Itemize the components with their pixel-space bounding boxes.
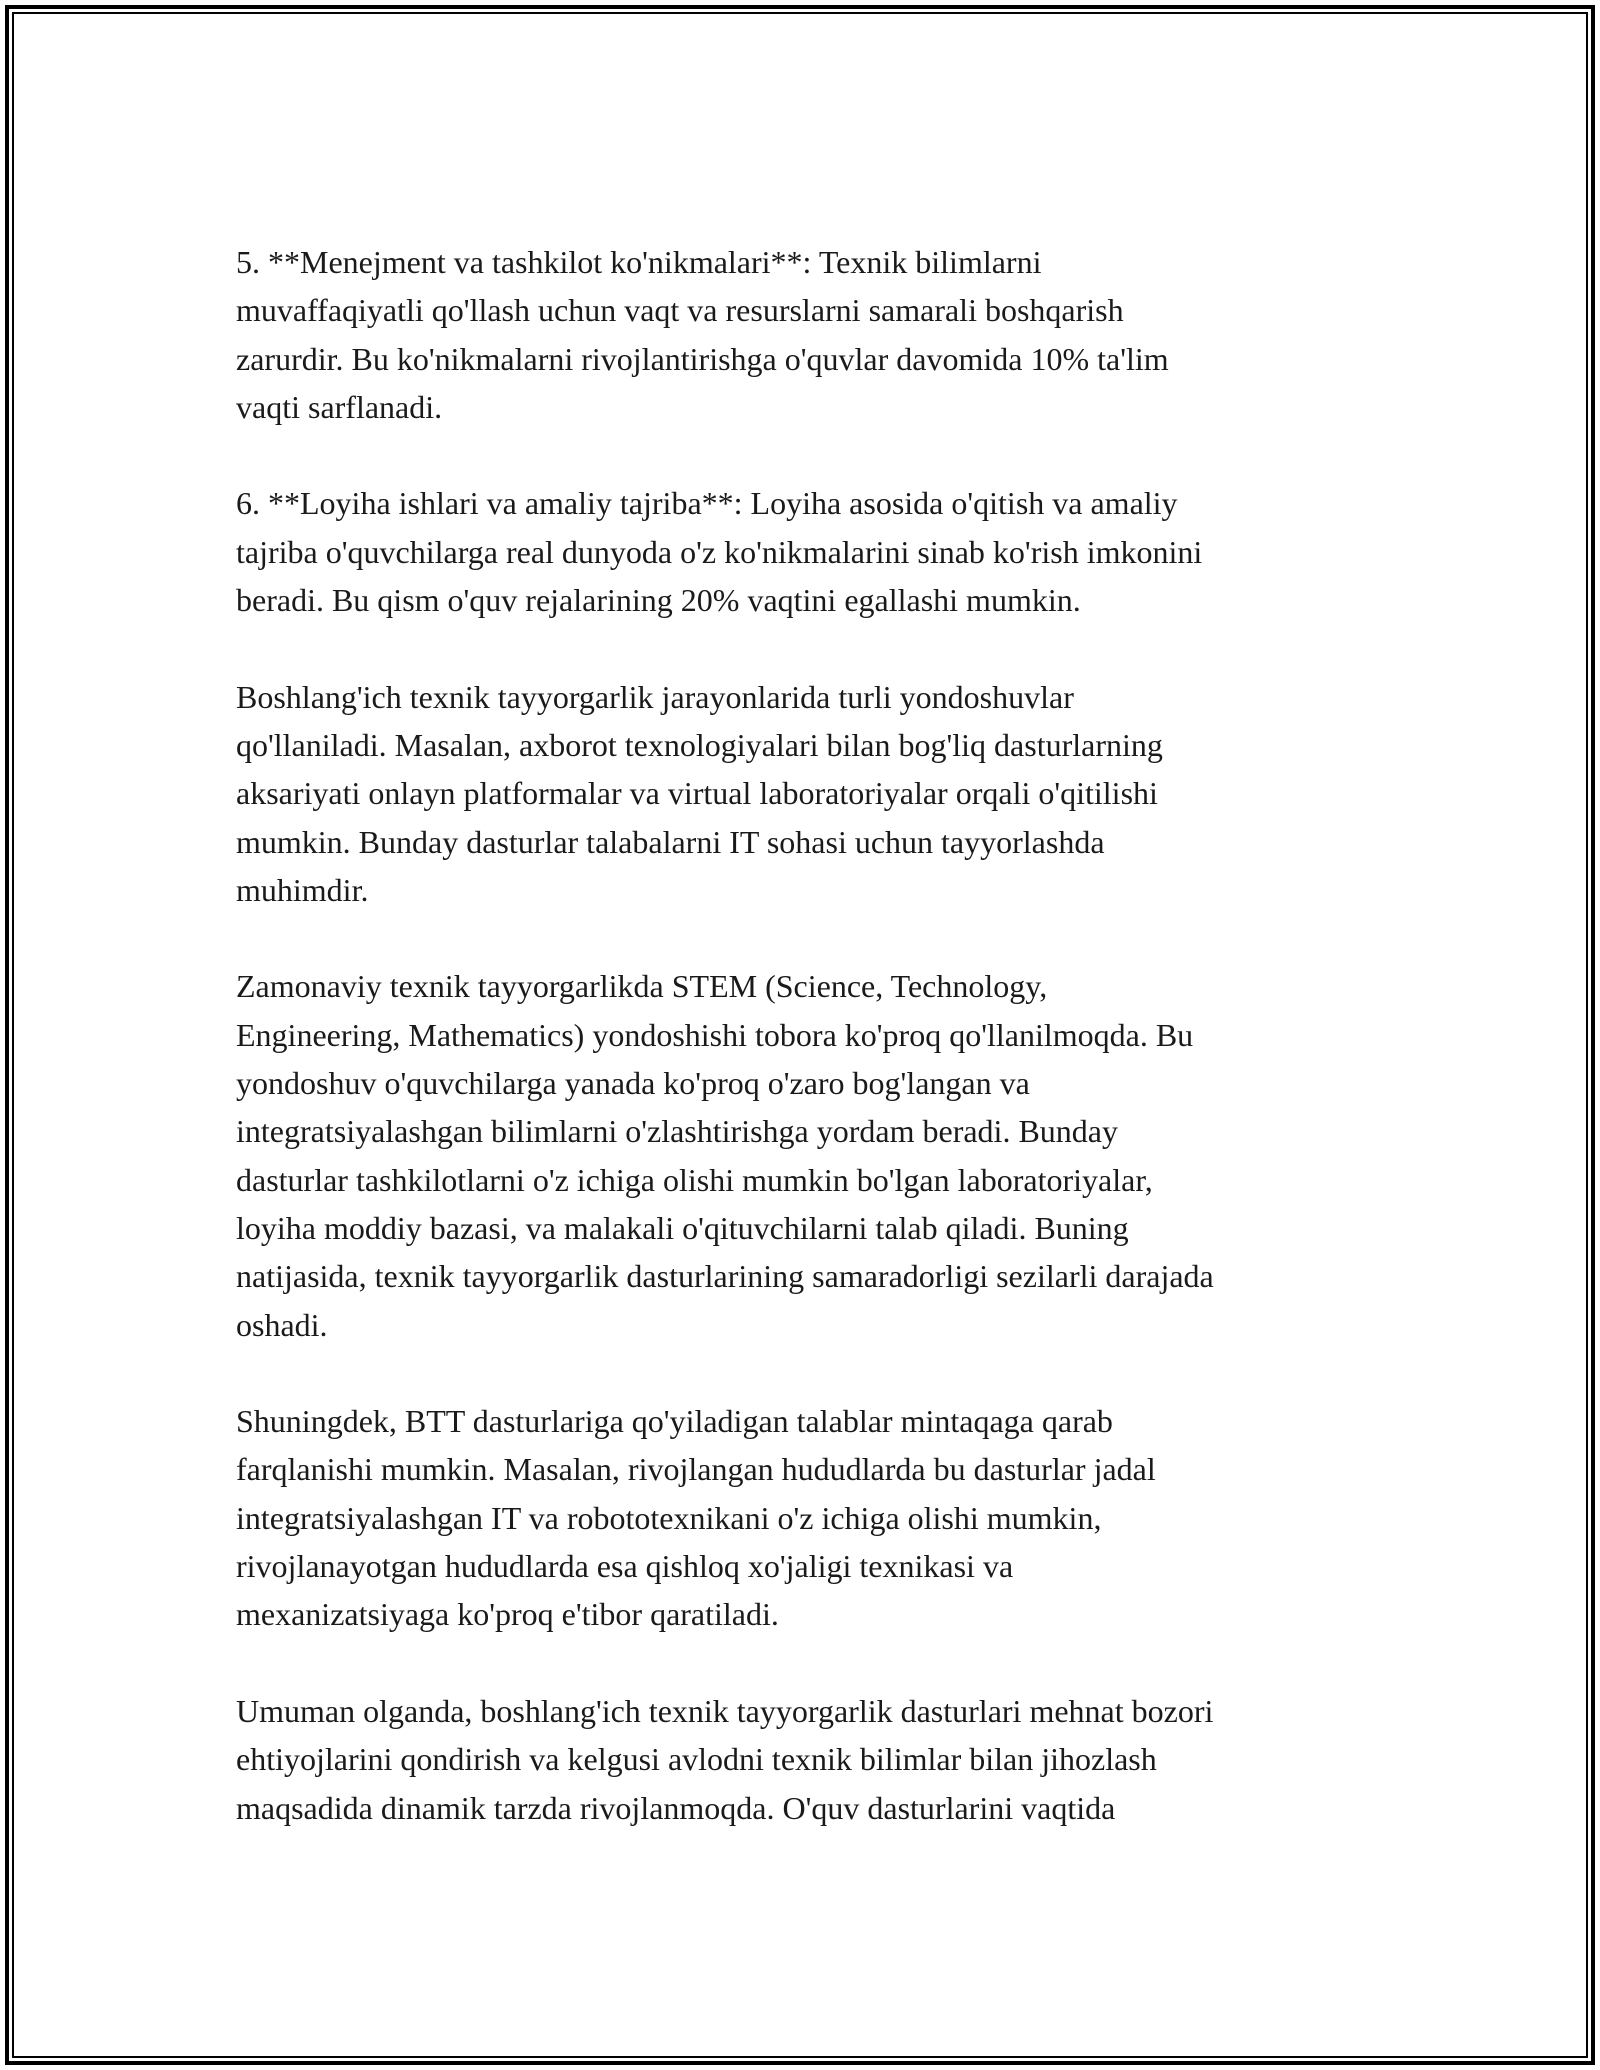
text-line: Umuman olganda, boshlang'ich texnik tayyorgarlik dasturlari mehnat bozori	[236, 1692, 1214, 1729]
text-line: qo'llaniladi. Masalan, axborot texnologiyalari bilan bog'liq dasturlarning	[236, 726, 1163, 763]
paragraph-management-skills	[236, 238, 1366, 431]
text-line: rivojlanayotgan hududlarda esa qishloq xo'jaligi texnikasi va	[236, 1548, 1014, 1585]
text-line: yondoshuv o'quvchilarga yanada ko'proq o'zaro bog'langan va	[236, 1065, 1030, 1102]
text-line: muhimdir.	[236, 871, 369, 908]
paragraph-conclusion	[236, 1687, 1366, 1832]
paragraph-spacer	[236, 914, 1366, 962]
text-line: integratsiyalashgan IT va robototexnikani o'z ichiga olishi mumkin,	[236, 1499, 1102, 1536]
text-line: 6. **Loyiha ishlari va amaliy tajriba**: Loyiha asosida o'qitish va amaliy	[236, 485, 1178, 522]
text-line: dasturlar tashkilotlarni o'z ichiga olishi mumkin bo'lgan laboratoriyalar,	[236, 1161, 1153, 1198]
text-line: Zamonaviy texnik tayyorgarlikda STEM (Science, Technology,	[236, 968, 1048, 1005]
text-line: natijasida, texnik tayyorgarlik dasturlarining samaradorligi sezilarli darajada	[236, 1258, 1214, 1295]
text-line: loyiha moddiy bazasi, va malakali o'qituvchilarni talab qiladi. Buning	[236, 1209, 1129, 1246]
paragraph-spacer	[236, 431, 1366, 479]
text-line: muvaffaqiyatli qo'llash uchun vaqt va resurslarni samarali boshqarish	[236, 292, 1124, 329]
text-line: integratsiyalashgan bilimlarni o'zlashtirishga yordam beradi. Bunday	[236, 1113, 1118, 1150]
text-line: Engineering, Mathematics) yondoshishi tobora ko'proq qo'llanilmoqda. Bu	[236, 1016, 1194, 1053]
text-line: 5. **Menejment va tashkilot ko'nikmalari**: Texnik bilimlarni	[236, 244, 1042, 280]
text-line: farqlanishi mumkin. Masalan, rivojlangan hududlarda bu dasturlar jadal	[236, 1451, 1156, 1488]
paragraph-regional-requirements	[236, 1397, 1366, 1638]
paragraph-stem	[236, 962, 1366, 1348]
text-line: aksariyati onlayn platformalar va virtual laboratoriyalar orqali o'qitilishi	[236, 775, 1158, 812]
text-line: vaqti sarflanadi.	[236, 388, 443, 425]
text-line: oshadi.	[236, 1306, 328, 1343]
text-line: beradi. Bu qism o'quv rejalarining 20% vaqtini egallashi mumkin.	[236, 582, 1081, 619]
paragraph-spacer	[236, 624, 1366, 672]
text-line: Boshlang'ich texnik tayyorgarlik jarayonlarida turli yondoshuvlar	[236, 678, 1074, 715]
text-line: maqsadida dinamik tarzda rivojlanmoqda. O'quv dasturlarini vaqtida	[236, 1789, 1116, 1826]
paragraph-approaches	[236, 673, 1366, 914]
paragraph-spacer	[236, 1349, 1366, 1397]
document-body	[236, 238, 1366, 1832]
paragraph-project-work	[236, 479, 1366, 624]
text-line: ehtiyojlarini qondirish va kelgusi avlodni texnik bilimlar bilan jihozlash	[236, 1741, 1157, 1778]
paragraph-spacer	[236, 1639, 1366, 1687]
text-line: mexanizatsiyaga ko'proq e'tibor qaratiladi.	[236, 1596, 779, 1633]
text-line: mumkin. Bunday dasturlar talabalarni IT sohasi uchun tayyorlashda	[236, 823, 1105, 860]
text-line: Shuningdek, BTT dasturlariga qo'yiladigan talablar mintaqaga qarab	[236, 1403, 1113, 1440]
text-line: zarurdir. Bu ko'nikmalarni rivojlantirishga o'quvlar davomida 10% ta'lim	[236, 340, 1169, 377]
text-line: tajriba o'quvchilarga real dunyoda o'z ko'nikmalarini sinab ko'rish imkonini	[236, 533, 1203, 570]
